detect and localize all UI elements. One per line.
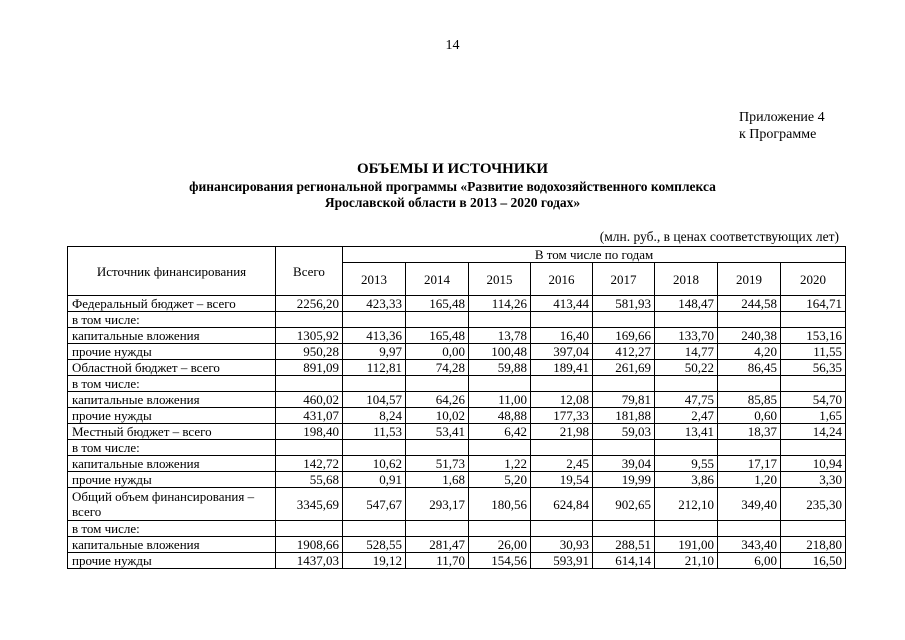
row-year-value: 74,28	[406, 360, 469, 376]
row-label: прочие нужды	[68, 553, 276, 569]
row-label: в том числе:	[68, 312, 276, 328]
row-total: 1908,66	[276, 537, 343, 553]
row-year-value: 343,40	[718, 537, 781, 553]
row-total	[276, 376, 343, 392]
row-year-value: 412,27	[593, 344, 655, 360]
row-year-value: 1,20	[718, 472, 781, 488]
row-year-value: 19,99	[593, 472, 655, 488]
row-year-value	[718, 521, 781, 537]
row-year-value: 624,84	[531, 488, 593, 521]
row-total: 1437,03	[276, 553, 343, 569]
row-year-value: 165,48	[406, 296, 469, 312]
row-year-value: 17,17	[718, 456, 781, 472]
table-row	[68, 312, 846, 328]
row-year-value: 0,00	[406, 344, 469, 360]
row-year-value: 13,41	[655, 424, 718, 440]
row-year-value: 79,81	[593, 392, 655, 408]
row-year-value: 235,30	[781, 488, 846, 521]
table-row	[68, 440, 846, 456]
row-year-value	[531, 376, 593, 392]
row-year-value	[469, 521, 531, 537]
row-year-value: 423,33	[343, 296, 406, 312]
row-label: прочие нужды	[68, 408, 276, 424]
header-year: 2014	[406, 263, 469, 296]
row-year-value: 0,91	[343, 472, 406, 488]
row-year-value	[718, 376, 781, 392]
row-year-value	[343, 521, 406, 537]
row-year-value	[469, 376, 531, 392]
row-year-value: 218,80	[781, 537, 846, 553]
row-year-value: 21,10	[655, 553, 718, 569]
row-year-value: 10,94	[781, 456, 846, 472]
row-year-value: 212,10	[655, 488, 718, 521]
row-year-value: 349,40	[718, 488, 781, 521]
row-year-value: 5,20	[469, 472, 531, 488]
page-number: 14	[445, 38, 460, 53]
row-year-value: 397,04	[531, 344, 593, 360]
row-year-value	[343, 440, 406, 456]
row-year-value	[343, 376, 406, 392]
row-total: 891,09	[276, 360, 343, 376]
row-year-value	[593, 521, 655, 537]
row-year-value: 180,56	[469, 488, 531, 521]
row-year-value: 165,48	[406, 328, 469, 344]
row-total: 3345,69	[276, 488, 343, 521]
row-total: 1305,92	[276, 328, 343, 344]
table-row	[68, 424, 846, 440]
table-row	[68, 296, 846, 312]
appendix-line-2: к Программе	[739, 127, 817, 142]
row-year-value: 528,55	[343, 537, 406, 553]
header-by-years: В том числе по годам	[343, 247, 846, 263]
row-year-value: 153,16	[781, 328, 846, 344]
row-year-value: 148,47	[655, 296, 718, 312]
row-year-value: 244,58	[718, 296, 781, 312]
row-year-value: 1,65	[781, 408, 846, 424]
row-year-value	[718, 312, 781, 328]
row-year-value: 13,78	[469, 328, 531, 344]
row-year-value	[531, 440, 593, 456]
row-label: Областной бюджет – всего	[68, 360, 276, 376]
table-row	[68, 328, 846, 344]
row-label: в том числе:	[68, 440, 276, 456]
row-year-value: 181,88	[593, 408, 655, 424]
heading-line-3: Ярославской области в 2013 – 2020 годах»	[324, 195, 581, 210]
row-total: 2256,20	[276, 296, 343, 312]
row-year-value	[655, 440, 718, 456]
row-label: прочие нужды	[68, 472, 276, 488]
row-year-value: 413,36	[343, 328, 406, 344]
header-year: 2019	[718, 263, 781, 296]
header-year: 2018	[655, 263, 718, 296]
row-year-value: 413,44	[531, 296, 593, 312]
row-year-value: 53,41	[406, 424, 469, 440]
row-label: в том числе:	[68, 521, 276, 537]
row-year-value	[593, 440, 655, 456]
row-total: 55,68	[276, 472, 343, 488]
row-year-value: 54,70	[781, 392, 846, 408]
row-label: Федеральный бюджет – всего	[68, 296, 276, 312]
row-year-value: 189,41	[531, 360, 593, 376]
row-year-value: 581,93	[593, 296, 655, 312]
row-year-value: 21,98	[531, 424, 593, 440]
row-year-value: 902,65	[593, 488, 655, 521]
row-year-value: 64,26	[406, 392, 469, 408]
row-year-value	[655, 312, 718, 328]
row-year-value: 191,00	[655, 537, 718, 553]
header-year: 2020	[781, 263, 846, 296]
row-year-value: 281,47	[406, 537, 469, 553]
row-total: 142,72	[276, 456, 343, 472]
row-year-value	[406, 521, 469, 537]
row-year-value	[593, 376, 655, 392]
table-row	[68, 344, 846, 360]
row-year-value	[343, 312, 406, 328]
table-row	[68, 456, 846, 472]
row-year-value	[718, 440, 781, 456]
row-year-value: 39,04	[593, 456, 655, 472]
row-year-value: 11,70	[406, 553, 469, 569]
row-year-value	[655, 521, 718, 537]
row-year-value: 169,66	[593, 328, 655, 344]
table-row	[68, 537, 846, 553]
row-year-value: 50,22	[655, 360, 718, 376]
row-year-value: 16,50	[781, 553, 846, 569]
row-year-value: 9,55	[655, 456, 718, 472]
row-year-value: 26,00	[469, 537, 531, 553]
row-year-value: 11,55	[781, 344, 846, 360]
row-year-value	[655, 376, 718, 392]
row-year-value: 288,51	[593, 537, 655, 553]
row-year-value: 114,26	[469, 296, 531, 312]
row-year-value: 177,33	[531, 408, 593, 424]
row-year-value: 19,12	[343, 553, 406, 569]
row-year-value: 8,24	[343, 408, 406, 424]
row-year-value: 3,30	[781, 472, 846, 488]
row-year-value: 2,47	[655, 408, 718, 424]
table-row	[68, 472, 846, 488]
row-total	[276, 521, 343, 537]
row-year-value: 1,68	[406, 472, 469, 488]
row-year-value: 86,45	[718, 360, 781, 376]
header-total: Всего	[276, 247, 343, 296]
row-year-value: 85,85	[718, 392, 781, 408]
row-year-value	[406, 440, 469, 456]
row-year-value: 16,40	[531, 328, 593, 344]
row-year-value: 59,03	[593, 424, 655, 440]
row-year-value	[781, 312, 846, 328]
row-year-value	[469, 312, 531, 328]
header-year: 2015	[469, 263, 531, 296]
row-label: Местный бюджет – всего	[68, 424, 276, 440]
table-row	[68, 376, 846, 392]
row-year-value: 14,77	[655, 344, 718, 360]
row-year-value: 112,81	[343, 360, 406, 376]
row-label: прочие нужды	[68, 344, 276, 360]
row-year-value: 47,75	[655, 392, 718, 408]
table-row	[68, 488, 846, 521]
units-note: (млн. руб., в ценах соответствующих лет)	[599, 229, 839, 244]
document-heading	[0, 160, 905, 211]
row-year-value	[469, 440, 531, 456]
heading-line-1: ОБЪЕМЫ И ИСТОЧНИКИ	[356, 161, 549, 177]
row-year-value: 240,38	[718, 328, 781, 344]
heading-line-2: финансирования региональной программы «Развитие водохозяйственного комплекса	[189, 179, 716, 194]
row-label: в том числе:	[68, 376, 276, 392]
row-year-value	[531, 521, 593, 537]
row-year-value: 293,17	[406, 488, 469, 521]
row-label: капитальные вложения	[68, 456, 276, 472]
row-year-value: 593,91	[531, 553, 593, 569]
row-year-value: 11,00	[469, 392, 531, 408]
row-label: Общий объем финансирования – всего	[68, 488, 276, 521]
row-year-value: 154,56	[469, 553, 531, 569]
row-year-value: 30,93	[531, 537, 593, 553]
row-year-value	[781, 521, 846, 537]
row-year-value: 19,54	[531, 472, 593, 488]
row-total: 198,40	[276, 424, 343, 440]
row-year-value: 100,48	[469, 344, 531, 360]
row-total	[276, 312, 343, 328]
row-year-value: 104,57	[343, 392, 406, 408]
row-year-value: 10,62	[343, 456, 406, 472]
row-year-value: 261,69	[593, 360, 655, 376]
appendix-line-1: Приложение 4	[739, 110, 825, 125]
appendix-note	[739, 109, 825, 143]
row-year-value	[781, 440, 846, 456]
header-year: 2017	[593, 263, 655, 296]
row-year-value: 9,97	[343, 344, 406, 360]
table-row	[68, 360, 846, 376]
row-year-value: 0,60	[718, 408, 781, 424]
table-row	[68, 408, 846, 424]
row-year-value: 133,70	[655, 328, 718, 344]
row-year-value: 11,53	[343, 424, 406, 440]
row-year-value: 6,00	[718, 553, 781, 569]
row-year-value: 547,67	[343, 488, 406, 521]
row-year-value	[406, 312, 469, 328]
row-year-value: 12,08	[531, 392, 593, 408]
row-year-value: 1,22	[469, 456, 531, 472]
row-total	[276, 440, 343, 456]
row-year-value	[406, 376, 469, 392]
table-row	[68, 521, 846, 537]
row-total: 460,02	[276, 392, 343, 408]
header-row	[68, 247, 846, 263]
table-row	[68, 392, 846, 408]
row-year-value: 59,88	[469, 360, 531, 376]
table-row	[68, 553, 846, 569]
row-year-value: 164,71	[781, 296, 846, 312]
header-year: 2016	[531, 263, 593, 296]
row-year-value	[781, 376, 846, 392]
row-year-value	[593, 312, 655, 328]
row-year-value: 14,24	[781, 424, 846, 440]
row-total: 950,28	[276, 344, 343, 360]
row-label: капитальные вложения	[68, 392, 276, 408]
row-year-value: 6,42	[469, 424, 531, 440]
row-year-value: 4,20	[718, 344, 781, 360]
header-source: Источник финансирования	[68, 247, 276, 296]
financing-table	[67, 246, 846, 569]
row-label: капитальные вложения	[68, 537, 276, 553]
row-year-value: 614,14	[593, 553, 655, 569]
row-year-value: 18,37	[718, 424, 781, 440]
row-year-value: 48,88	[469, 408, 531, 424]
row-year-value: 2,45	[531, 456, 593, 472]
header-year: 2013	[343, 263, 406, 296]
row-year-value: 56,35	[781, 360, 846, 376]
row-year-value: 10,02	[406, 408, 469, 424]
row-year-value: 3,86	[655, 472, 718, 488]
row-year-value	[531, 312, 593, 328]
row-year-value: 51,73	[406, 456, 469, 472]
row-total: 431,07	[276, 408, 343, 424]
row-label: капитальные вложения	[68, 328, 276, 344]
